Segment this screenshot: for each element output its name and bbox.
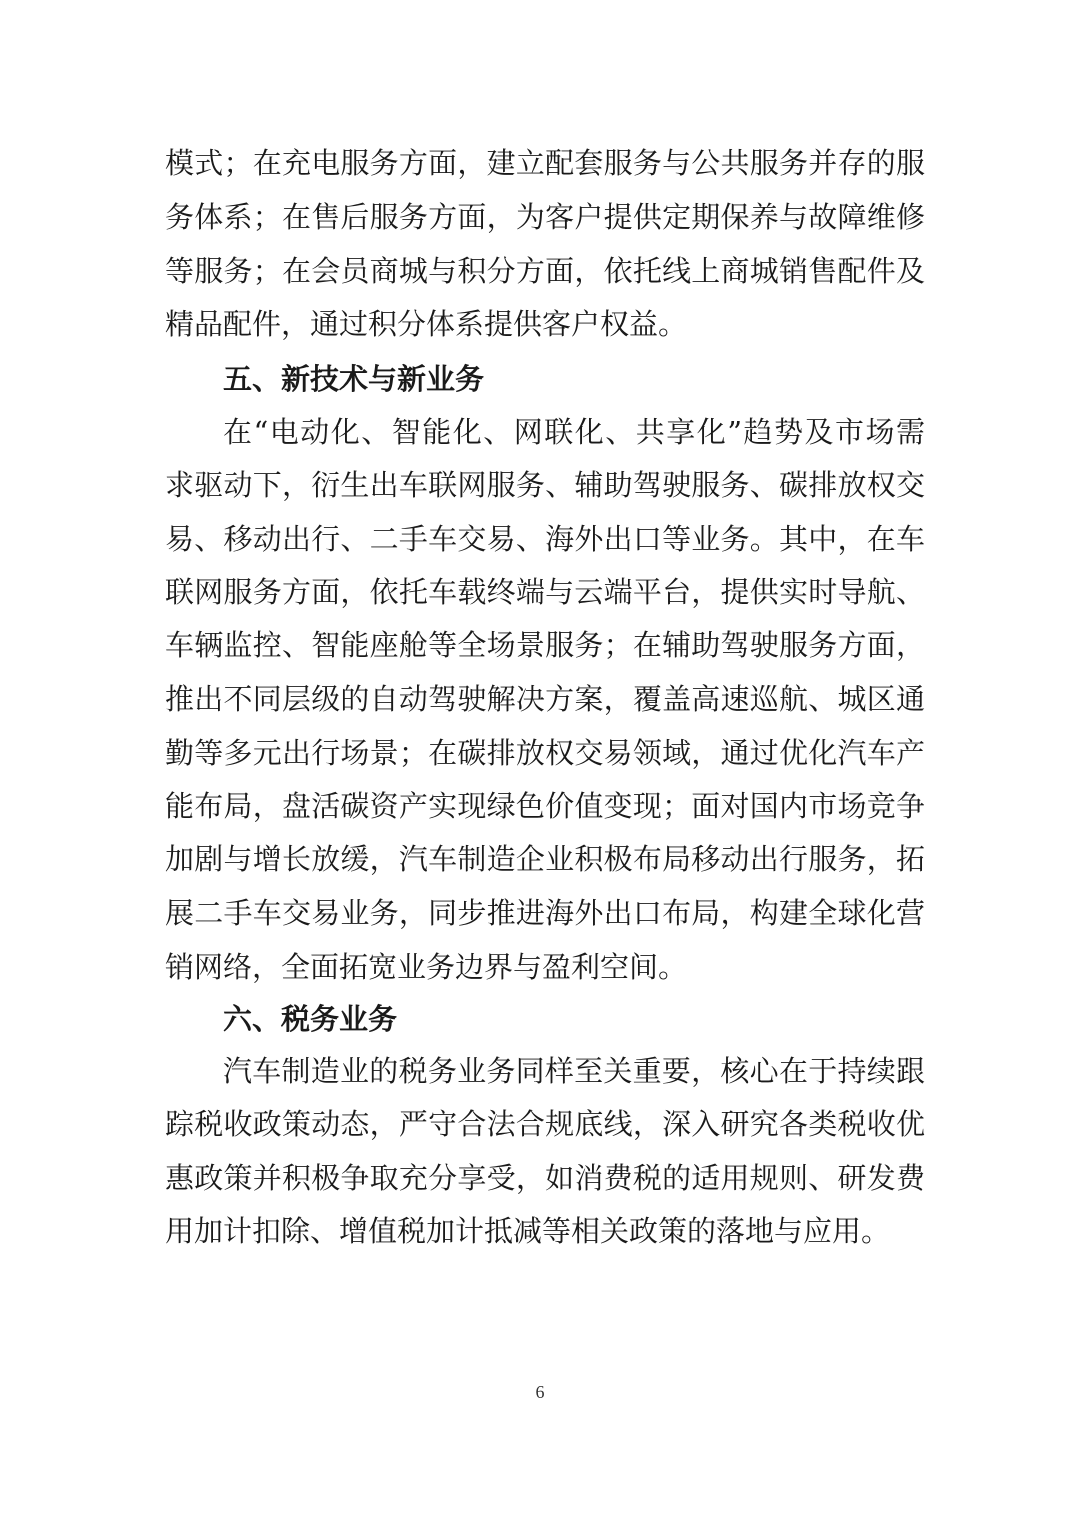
body-text-line: 销网络，全面拓宽业务边界与盈利空间。 bbox=[165, 950, 688, 984]
body-text-line: 模式；在充电服务方面，建立配套服务与公共服务并存的服 bbox=[165, 146, 925, 180]
body-text-line: 车辆监控、智能座舱等全场景服务；在辅助驾驶服务方面， bbox=[165, 628, 925, 662]
body-text-line: 易、移动出行、二手车交易、海外出口等业务。其中，在车 bbox=[165, 522, 925, 556]
body-text-line: 勤等多元出行场景；在碳排放权交易领域，通过优化汽车产 bbox=[165, 736, 925, 770]
body-text-line: 踪税收政策动态，严守合法合规底线，深入研究各类税收优 bbox=[165, 1107, 925, 1141]
body-text-line: 联网服务方面，依托车载终端与云端平台，提供实时导航、 bbox=[165, 575, 925, 609]
body-text-line: 用加计扣除、增值税加计抵减等相关政策的落地与应用。 bbox=[165, 1214, 891, 1248]
body-text-line: 惠政策并积极争取充分享受，如消费税的适用规则、研发费 bbox=[165, 1161, 925, 1195]
body-text-line: 加剧与增长放缓，汽车制造企业积极布局移动出行服务，拓 bbox=[165, 842, 925, 876]
body-text-line: 能布局，盘活碳资产实现绿色价值变现；面对国内市场竞争 bbox=[165, 789, 925, 823]
body-text-line: 务体系；在售后服务方面，为客户提供定期保养与故障维修 bbox=[165, 200, 925, 234]
body-text-line: 等服务；在会员商城与积分方面，依托线上商城销售配件及 bbox=[165, 254, 925, 288]
page-number: 6 bbox=[535, 1382, 545, 1402]
section-heading-new-technology: 五、新技术与新业务 bbox=[223, 362, 485, 396]
body-text-line: 推出不同层级的自动驾驶解决方案，覆盖高速巡航、城区通 bbox=[165, 682, 925, 716]
body-text-line: 展二手车交易业务，同步推进海外出口布局，构建全球化营 bbox=[165, 896, 925, 930]
body-text-line: 精品配件，通过积分体系提供客户权益。 bbox=[165, 307, 688, 341]
body-text-line: 求驱动下，衍生出车联网服务、辅助驾驶服务、碳排放权交 bbox=[165, 468, 925, 502]
body-text-line: 汽车制造业的税务业务同样至关重要，核心在于持续跟 bbox=[223, 1054, 925, 1088]
section-heading-tax: 六、税务业务 bbox=[223, 1002, 398, 1036]
body-text-line: 在“电动化、智能化、网联化、共享化”趋势及市场需 bbox=[223, 415, 925, 449]
